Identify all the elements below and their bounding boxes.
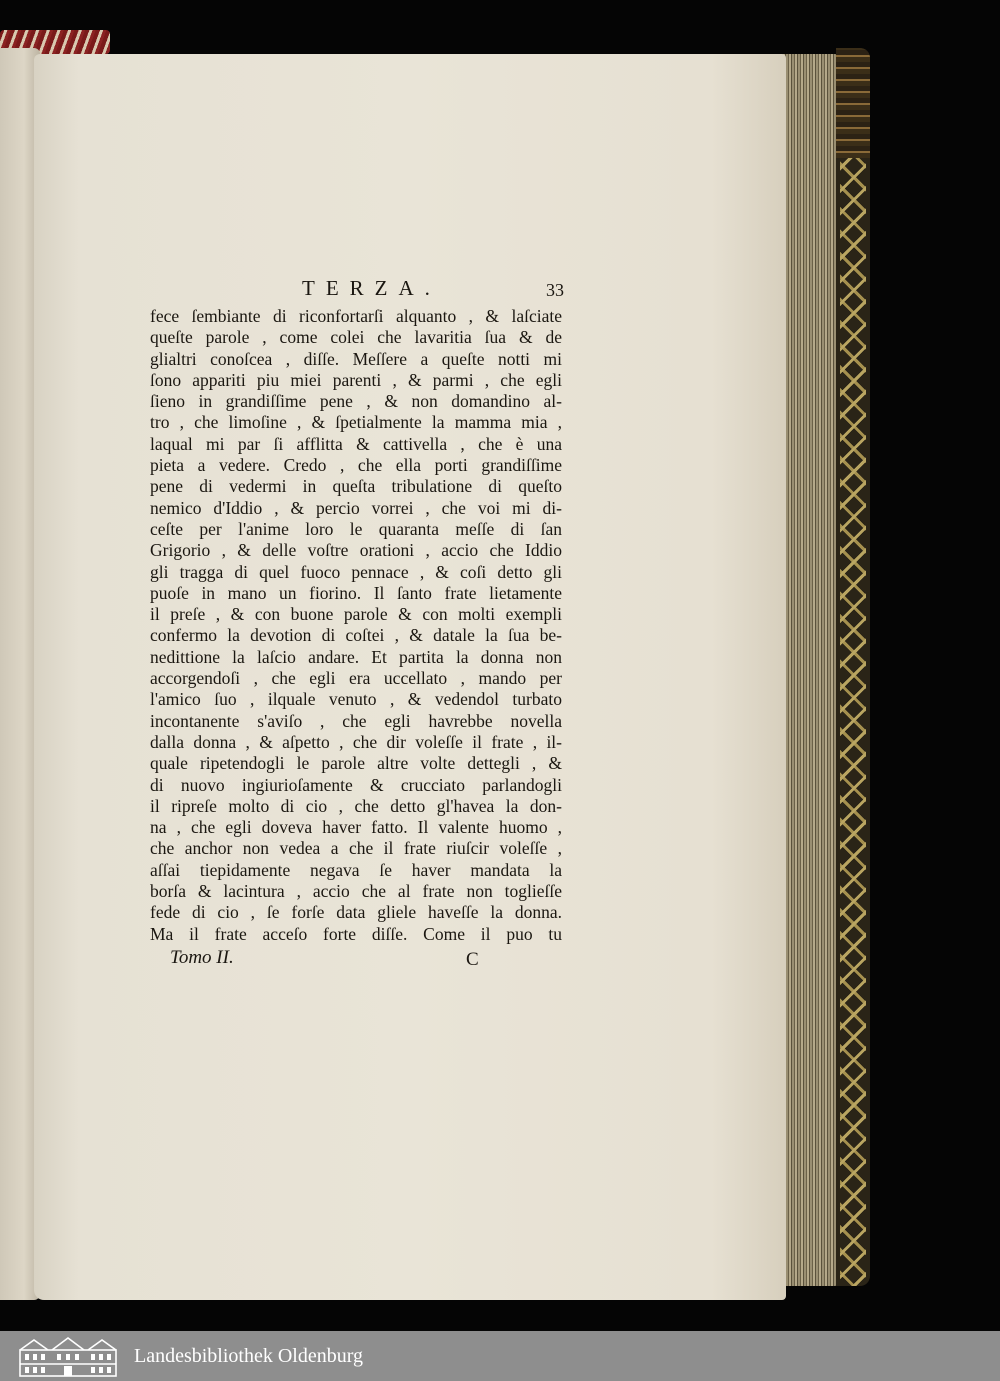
running-head-title: TERZA. <box>302 276 441 300</box>
library-footer-bar <box>0 1331 1000 1381</box>
text-line: il ripreſe molto di cio , che detto gl'havea la don- <box>150 795 562 816</box>
text-line: accorgendoſi , che egli era uccellato , mando per <box>150 668 562 689</box>
text-line: fede di cio , ſe forſe data gliele haveſſe la donna. <box>150 902 562 923</box>
text-line: ceſte per l'anime loro le quaranta meſſe di ſan <box>150 518 562 539</box>
signature-mark: C <box>466 948 479 970</box>
text-line: fece ſembiante di riconfortarſi alquanto , & laſciate <box>150 306 562 326</box>
text-line: nemico d'Iddio , & percio vorrei , che voi mi di- <box>150 497 562 518</box>
text-line: pene di vedermi in queſta tribulatione di queſto <box>150 476 562 497</box>
text-line: Ma il frate acceſo forte diſſe. Come il puo tu <box>150 923 562 944</box>
body-text <box>150 306 570 945</box>
text-line: aſſai tiepidamente negava ſe haver mandata la <box>150 859 562 880</box>
running-head <box>150 276 570 306</box>
page-footer <box>150 947 570 971</box>
text-line: queſte parole , come colei che lavaritia ſua & de <box>150 327 562 348</box>
text-line: il preſe , & con buone parole & con molti exempli <box>150 604 562 625</box>
volume-label: Tomo II. <box>170 946 234 968</box>
printed-text-block <box>150 276 570 971</box>
library-name: Landesbibliothek Oldenburg <box>134 1344 364 1367</box>
text-line: che anchor non vedea a che il frate riuſcir voleſſe , <box>150 838 562 859</box>
text-line: dalla donna , & aſpetto , che dir voleſſe il frate , il- <box>150 731 562 752</box>
text-line: pieta a vedere. Credo , che ella porti grandiſſime <box>150 455 562 476</box>
library-building-icon <box>16 1334 120 1378</box>
text-line: di nuovo ingiurioſamente & crucciato parlandogli <box>150 774 562 795</box>
page-number: 33 <box>546 280 564 300</box>
text-line: ſono appariti piu miei parenti , & parmi , che egli <box>150 369 562 390</box>
text-line: puoſe in mano un fiorino. Il ſanto frate lietamente <box>150 582 562 603</box>
text-line: gli tragga di quel fuoco pennace , & coſi detto gli <box>150 561 562 582</box>
text-line: quale ripetendogli le parole altre volte dettegli , & <box>150 753 562 774</box>
text-line: incontanente s'aviſo , che egli havrebbe novella <box>150 710 562 731</box>
text-line: tro , che limoſine , & ſpetialmente la mamma mia , <box>150 412 562 433</box>
text-line: laqual mi par ſi afflitta & cattivella , che è una <box>150 433 562 454</box>
text-line: nedittione la laſcio andare. Et partita la donna non <box>150 646 562 667</box>
gilt-zigzag-ornament <box>840 158 866 1286</box>
text-line: l'amico ſuo , ilquale venuto , & vedendol turbato <box>150 689 562 710</box>
text-line: confermo la devotion di coſtei , & datale la ſua be- <box>150 625 562 646</box>
text-line: ſieno in grandiſſime pene , & non domandino al- <box>150 391 562 412</box>
text-line: glialtri conoſcea , diſſe. Meſſere a queſte notti mi <box>150 348 562 369</box>
text-line: borſa & lacintura , accio che al frate non toglieſſe <box>150 881 562 902</box>
text-line: Grigorio , & delle voſtre orationi , accio che Iddio <box>150 540 562 561</box>
book-binding <box>836 48 870 1286</box>
text-line: na , che egli doveva haver fatto. Il valente huomo , <box>150 817 562 838</box>
binding-headband <box>836 48 870 158</box>
